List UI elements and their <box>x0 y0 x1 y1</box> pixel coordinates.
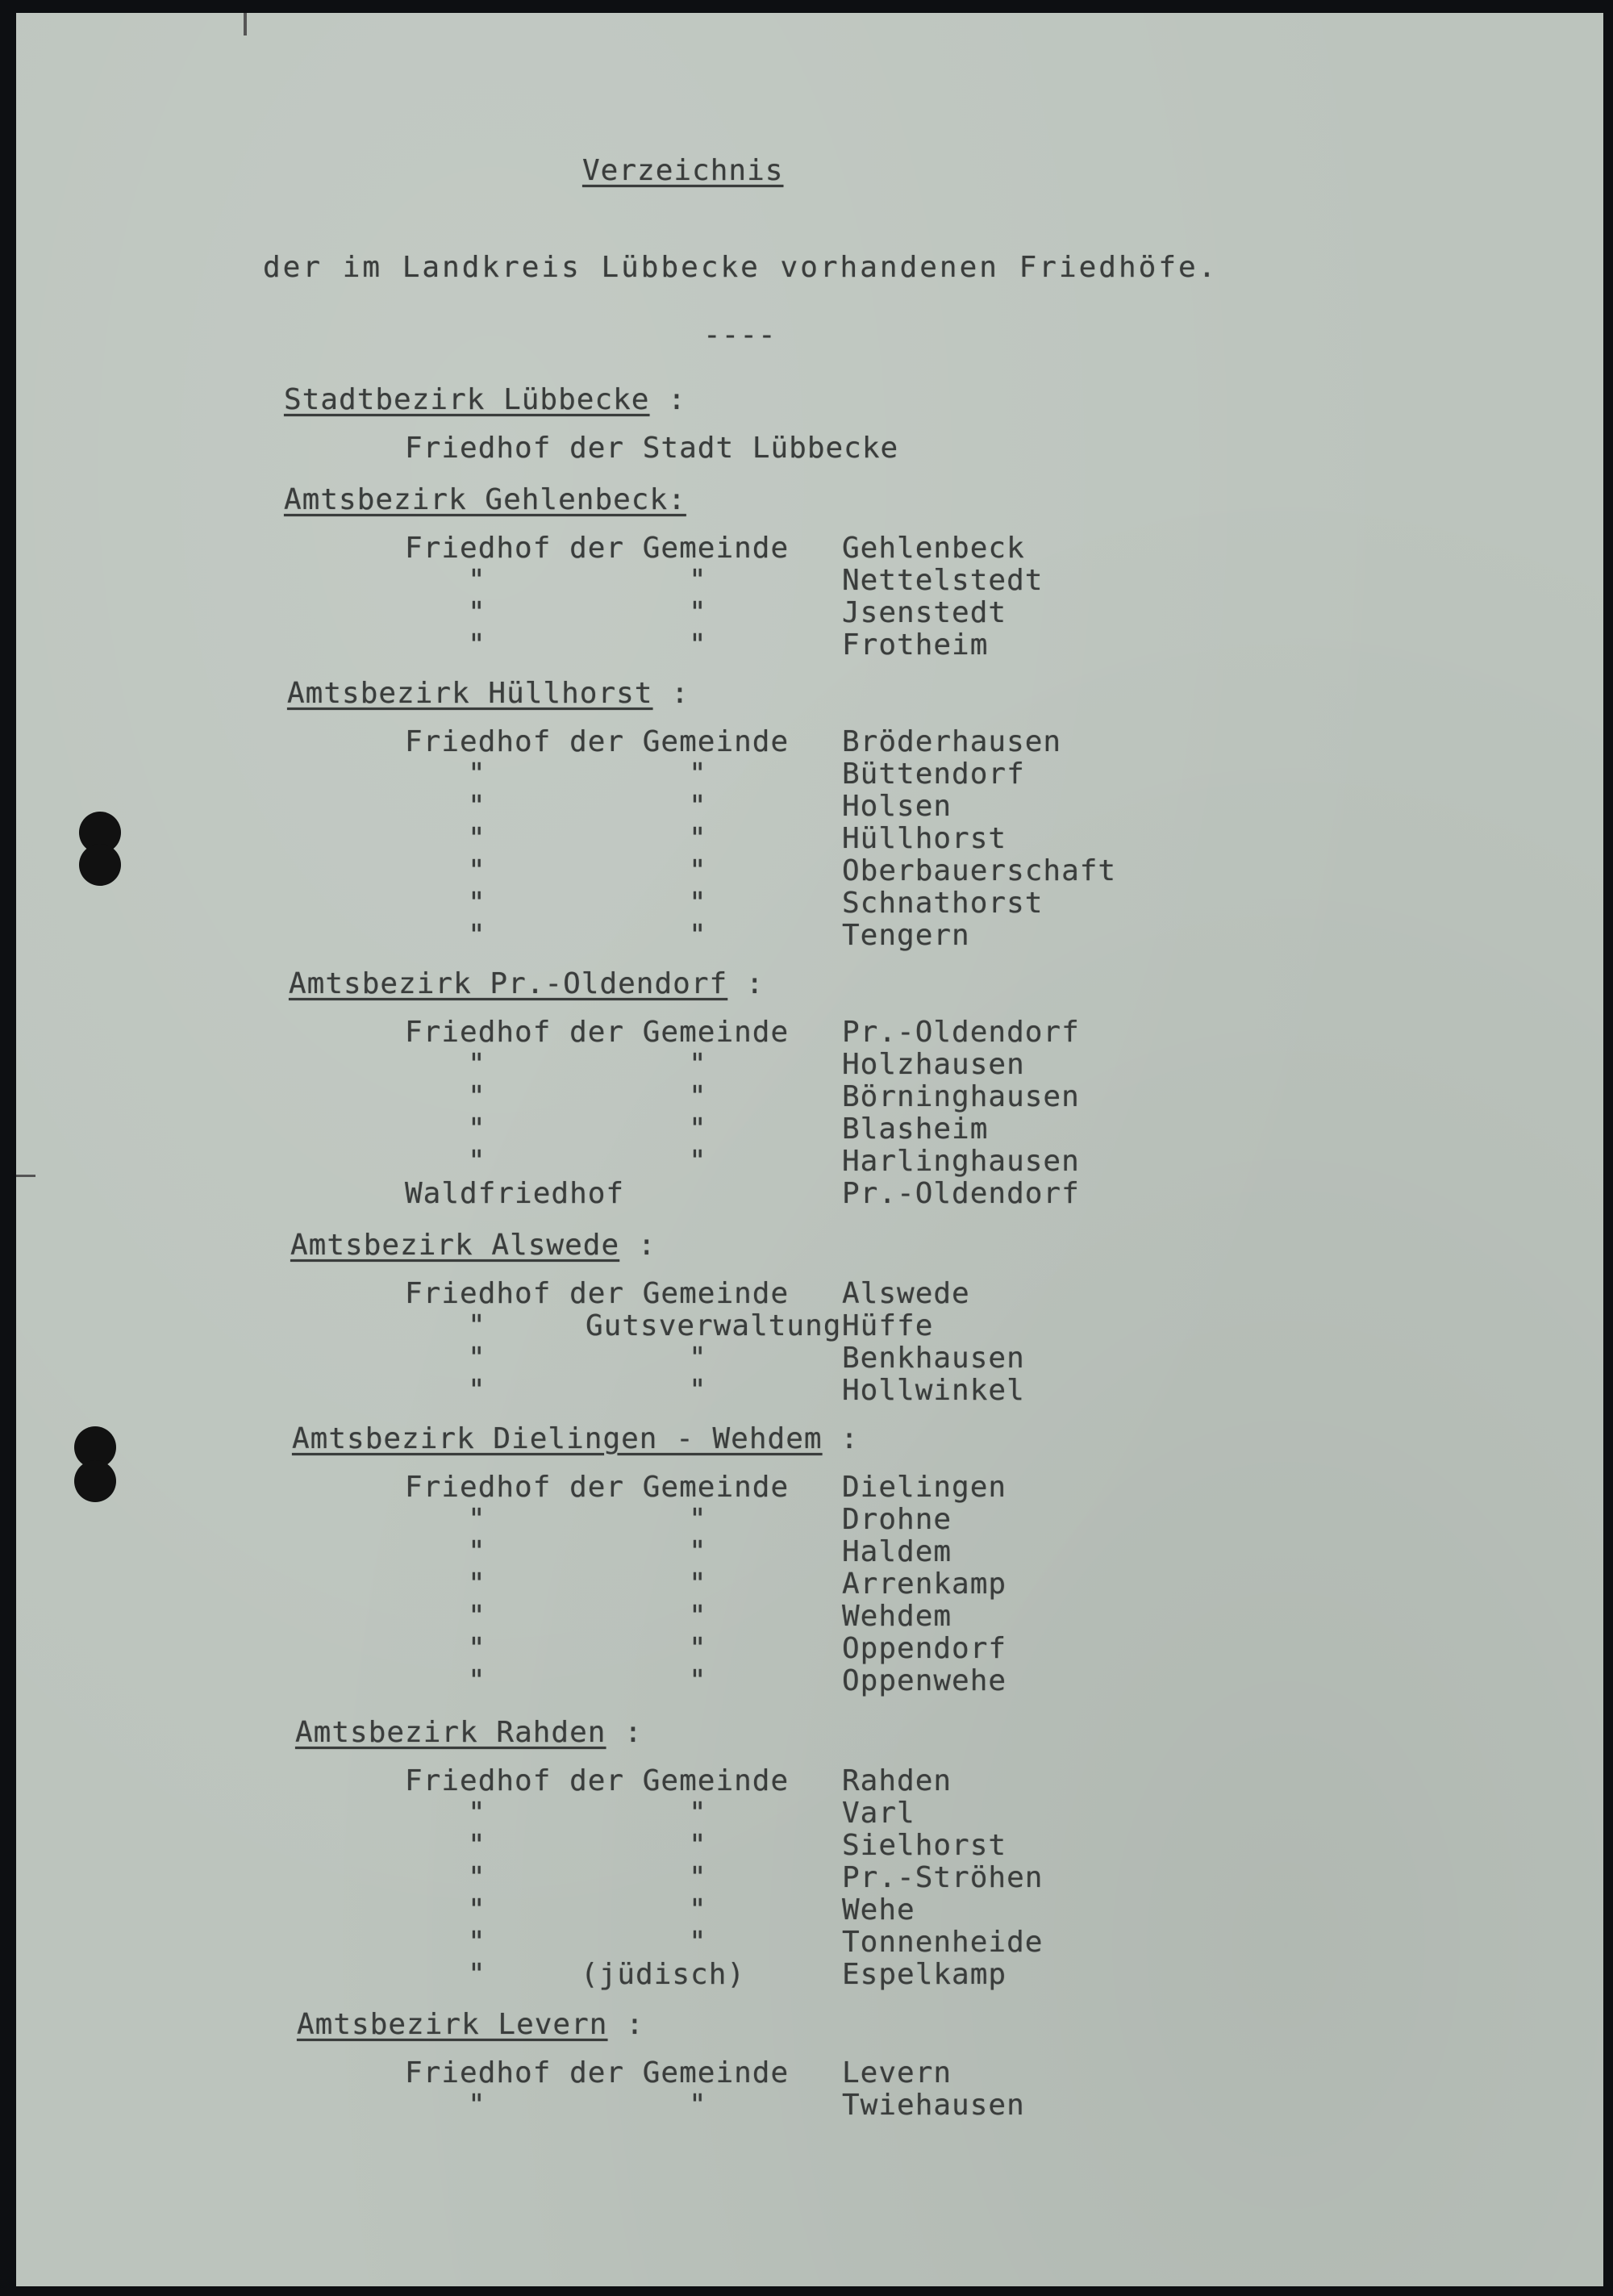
ditto-mark: " <box>689 1861 707 1894</box>
ditto-mark: " <box>468 1048 486 1081</box>
place-name: Harlinghausen <box>842 1145 1080 1178</box>
place-name: Tengern <box>842 919 970 952</box>
ditto-mark: " <box>468 1664 486 1697</box>
ditto-mark: " <box>689 887 707 920</box>
section-heading: Amtsbezirk Pr.-Oldendorf : <box>289 967 765 1000</box>
ditto-mark: " <box>468 2089 486 2122</box>
ditto-mark: " <box>468 1600 486 1633</box>
row-label: Waldfriedhof <box>405 1177 625 1210</box>
section-heading: Stadtbezirk Lübbecke : <box>284 383 686 416</box>
ditto-mark: " <box>468 758 486 791</box>
ditto-mark: " <box>468 790 486 823</box>
section-heading: Amtsbezirk Levern : <box>297 2008 644 2041</box>
ditto-mark: " <box>689 628 707 662</box>
place-name: Pr.-Ströhen <box>842 1861 1044 1894</box>
ditto-mark: " <box>689 1926 707 1959</box>
place-name: Hüffe <box>842 1309 934 1342</box>
place-name: Rahden <box>842 1764 952 1797</box>
place-name: Bröderhausen <box>842 725 1062 758</box>
place-name: Schnathorst <box>842 887 1044 920</box>
ditto-mark: " <box>689 1080 707 1113</box>
ditto-mark: " <box>689 1048 707 1081</box>
ditto-mark: " <box>468 854 486 887</box>
row-label: Friedhof der Gemeinde <box>405 1277 790 1310</box>
document-subtitle: der im Landkreis Lübbecke vorhandenen Friedhöfe. <box>263 251 1219 284</box>
ditto-mark: " <box>689 1535 707 1568</box>
heading-colon: : <box>649 383 686 416</box>
ditto-mark: " <box>468 1926 486 1959</box>
ditto-mark: " <box>468 1632 486 1665</box>
place-name: Pr.-Oldendorf <box>842 1177 1080 1210</box>
ditto-mark: " <box>468 596 486 629</box>
ditto-mark: " <box>689 1893 707 1927</box>
ditto-mark: " <box>689 1568 707 1601</box>
ditto-mark: " <box>468 919 486 952</box>
heading-colon: : <box>606 1716 643 1749</box>
row-label: Friedhof der Gemeinde <box>405 2056 790 2089</box>
place-name: Alswede <box>842 1277 970 1310</box>
place-name: Gehlenbeck <box>842 532 1025 565</box>
heading-colon: : <box>652 677 690 710</box>
section-heading: Amtsbezirk Hüllhorst : <box>287 677 690 710</box>
place-name: Blasheim <box>842 1113 989 1146</box>
place-name: Dielingen <box>842 1471 1007 1504</box>
place-name: Frotheim <box>842 628 989 662</box>
ditto-mark: " <box>689 1829 707 1862</box>
ditto-mark: " <box>689 758 707 791</box>
place-name: Varl <box>842 1797 915 1830</box>
ditto-mark: " <box>468 887 486 920</box>
place-name: Haldem <box>842 1535 952 1568</box>
ditto-mark: " <box>468 1145 486 1178</box>
section-heading: Amtsbezirk Rahden : <box>295 1716 643 1749</box>
place-name: Drohne <box>842 1503 952 1536</box>
ditto-mark: " <box>468 1309 486 1342</box>
place-name: Twiehausen <box>842 2089 1025 2122</box>
ditto-mark: " <box>689 564 707 597</box>
place-name: Wehdem <box>842 1600 952 1633</box>
ditto-mark: " <box>689 822 707 855</box>
ditto-mark: " <box>468 822 486 855</box>
place-name: Hüllhorst <box>842 822 1007 855</box>
margin-tick <box>16 1175 35 1177</box>
place-name: Benkhausen <box>842 1342 1025 1375</box>
place-name: Pr.-Oldendorf <box>842 1016 1080 1049</box>
ditto-mark: " <box>689 1632 707 1665</box>
place-name: Levern <box>842 2056 952 2089</box>
place-name: Tonnenheide <box>842 1926 1044 1959</box>
ditto-mark: " <box>689 1374 707 1407</box>
document-page <box>16 13 1603 2286</box>
row-label: Friedhof der Gemeinde <box>405 1471 790 1504</box>
ditto-mark: " <box>468 1535 486 1568</box>
section-heading: Amtsbezirk Alswede : <box>290 1229 656 1262</box>
heading-colon: : <box>607 2008 644 2041</box>
row-label: Friedhof der Stadt Lübbecke <box>405 432 899 465</box>
ditto-mark: " <box>468 1503 486 1536</box>
ditto-mark: " <box>468 1342 486 1375</box>
row-label: Friedhof der Gemeinde <box>405 725 790 758</box>
ditto-mark: " <box>468 1080 486 1113</box>
ditto-mark: " <box>689 790 707 823</box>
ditto-mark: " <box>689 1664 707 1697</box>
section-heading: Amtsbezirk Gehlenbeck: <box>284 483 686 516</box>
place-name: Holzhausen <box>842 1048 1025 1081</box>
ditto-mark: " <box>468 1568 486 1601</box>
place-name: Holsen <box>842 790 952 823</box>
place-name: Hollwinkel <box>842 1374 1025 1407</box>
punch-hole-upper-b <box>79 844 121 886</box>
heading-colon: : <box>619 1229 656 1262</box>
place-name: Jsenstedt <box>842 596 1007 629</box>
row-label: Friedhof der Gemeinde <box>405 532 790 565</box>
ditto-mark: " <box>468 1374 486 1407</box>
heading-colon: : <box>822 1422 859 1455</box>
ditto-mark: " <box>689 1113 707 1146</box>
place-name: Arrenkamp <box>842 1568 1007 1601</box>
ditto-mark: " <box>468 1958 486 1991</box>
place-name: Espelkamp <box>842 1958 1007 1991</box>
row-qualifier: (jüdisch) <box>581 1958 746 1991</box>
place-name: Büttendorf <box>842 758 1025 791</box>
row-label: Friedhof der Gemeinde <box>405 1016 790 1049</box>
ditto-mark: " <box>689 1342 707 1375</box>
place-name: Wehe <box>842 1893 915 1927</box>
ditto-mark: " <box>468 1797 486 1830</box>
punch-hole-lower-b <box>74 1460 116 1502</box>
row-label: Friedhof der Gemeinde <box>405 1764 790 1797</box>
section-heading: Amtsbezirk Dielingen - Wehdem : <box>292 1422 859 1455</box>
ditto-mark: " <box>468 628 486 662</box>
row-qualifier: Gutsverwaltung <box>586 1309 842 1342</box>
ditto-mark: " <box>689 854 707 887</box>
heading-colon: : <box>727 967 765 1000</box>
ditto-mark: " <box>468 1861 486 1894</box>
place-name: Oberbauerschaft <box>842 854 1117 887</box>
ditto-mark: " <box>468 564 486 597</box>
ditto-mark: " <box>468 1829 486 1862</box>
ditto-mark: " <box>689 919 707 952</box>
ditto-mark: " <box>689 1797 707 1830</box>
ditto-mark: " <box>689 2089 707 2122</box>
ditto-mark: " <box>689 1503 707 1536</box>
place-name: Nettelstedt <box>842 564 1044 597</box>
top-tick <box>244 13 247 35</box>
separator-dashes: ---- <box>703 319 777 352</box>
ditto-mark: " <box>689 1600 707 1633</box>
place-name: Oppenwehe <box>842 1664 1007 1697</box>
ditto-mark: " <box>468 1113 486 1146</box>
ditto-mark: " <box>468 1893 486 1927</box>
ditto-mark: " <box>689 596 707 629</box>
place-name: Sielhorst <box>842 1829 1007 1862</box>
place-name: Börninghausen <box>842 1080 1080 1113</box>
document-title: Verzeichnis <box>582 154 784 187</box>
place-name: Oppendorf <box>842 1632 1007 1665</box>
ditto-mark: " <box>689 1145 707 1178</box>
